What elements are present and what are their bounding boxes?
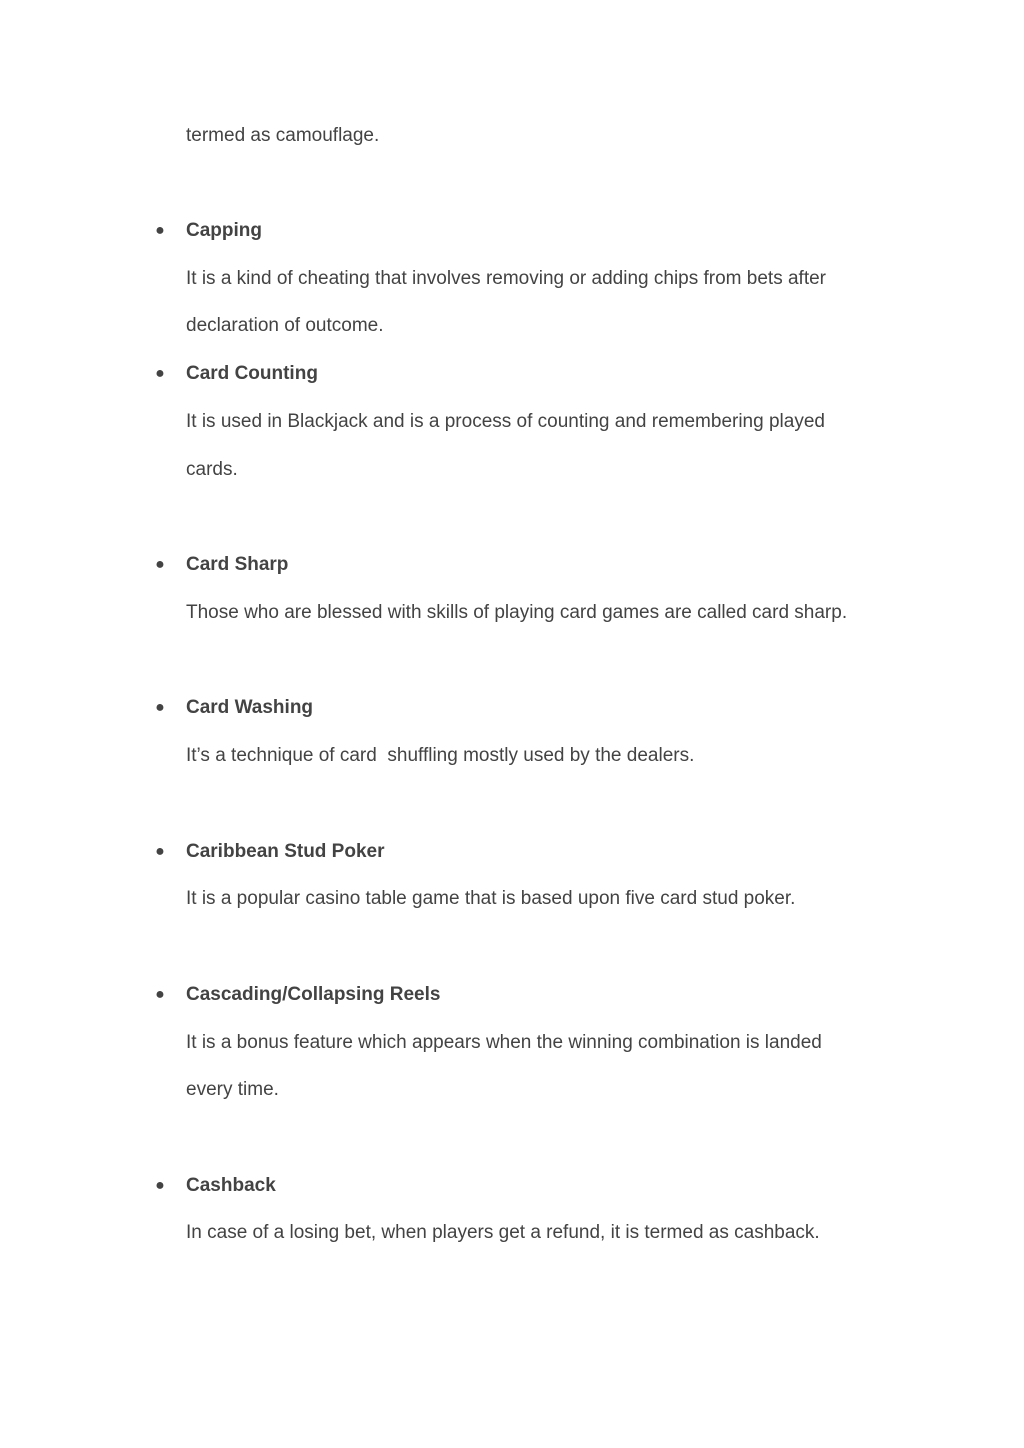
entry-term: Card Counting [186, 363, 318, 384]
entry-definition-line: It is a popular casino table game that is based upon five card stud poker. [186, 888, 796, 909]
entry-definition-line: It is used in Blackjack and is a process of counting and remembering played [186, 411, 825, 432]
bullet-icon: ● [155, 365, 165, 382]
entry-term: Caribbean Stud Poker [186, 841, 385, 862]
entry-term: Cashback [186, 1175, 276, 1196]
entry-definition-line: cards. [186, 459, 238, 480]
bullet-icon: ● [155, 699, 165, 716]
entry-definition-line: It is a bonus feature which appears when the winning combination is landed [186, 1032, 822, 1053]
bullet-icon: ● [155, 843, 165, 860]
bullet-icon: ● [155, 222, 165, 239]
entry-definition-line: It’s a technique of card shuffling mostly used by the dealers. [186, 745, 695, 766]
entry-definition-line: declaration of outcome. [186, 315, 384, 336]
entry-term: Card Washing [186, 697, 314, 718]
entry-definition-line: In case of a losing bet, when players get a refund, it is termed as cashback. [186, 1222, 820, 1243]
bullet-icon: ● [155, 986, 165, 1003]
entry-term: Card Sharp [186, 554, 289, 575]
bullet-icon: ● [155, 1177, 165, 1194]
entry-term: Capping [186, 220, 262, 241]
entry-definition-line: Those who are blessed with skills of playing card games are called card sharp. [186, 602, 848, 623]
entry-definition-line: every time. [186, 1079, 279, 1100]
bullet-icon: ● [155, 556, 165, 573]
intro-continuation: termed as camouflage. [186, 125, 380, 146]
entry-term: Cascading/Collapsing Reels [186, 984, 441, 1005]
entry-definition-line: It is a kind of cheating that involves removing or adding chips from bets after [186, 268, 826, 289]
